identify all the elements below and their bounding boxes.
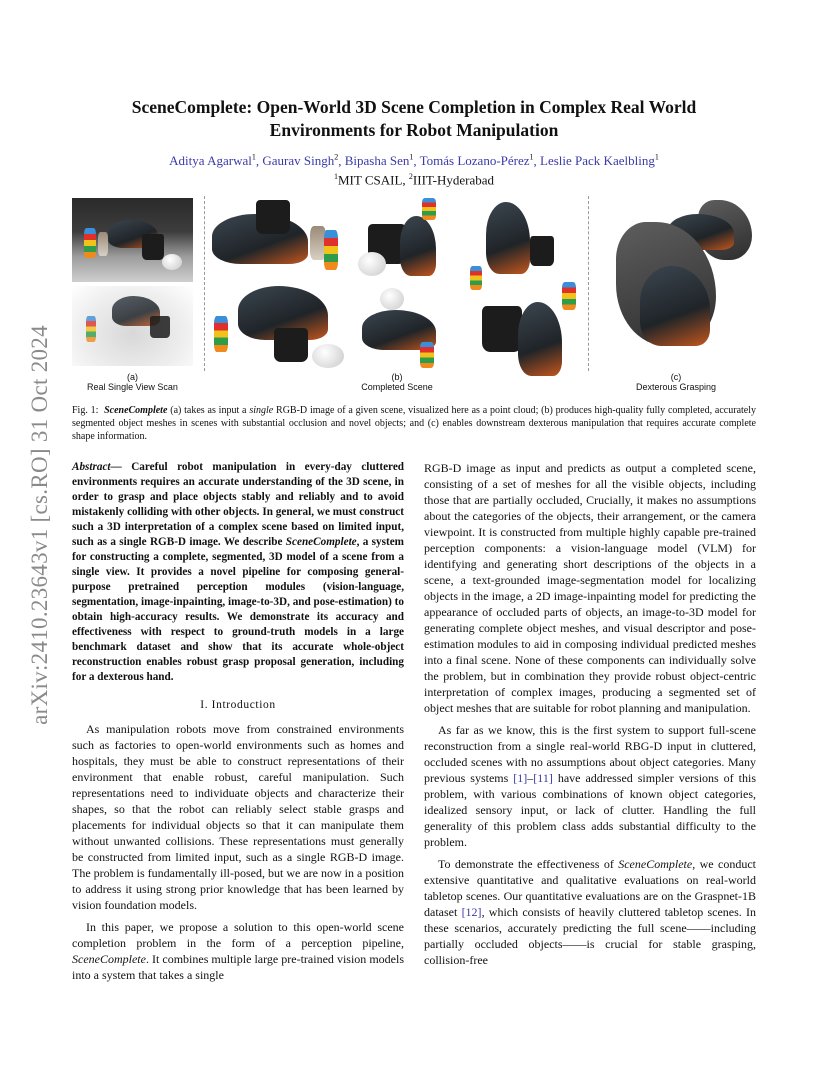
ball-object — [312, 344, 344, 368]
author-link[interactable]: Gaurav Singh$^2$ — [262, 153, 339, 169]
ball-object — [380, 288, 404, 310]
completed-scene-image — [212, 196, 582, 371]
point-cloud-image — [72, 286, 193, 366]
panel-divider — [204, 196, 205, 371]
shoe-object — [400, 216, 436, 276]
stacking-toy — [86, 316, 96, 342]
intro-paragraph: As far as we know, this is the first system to support full-scene reconstruction from a single real-world RBG-D input in cluttered, occluded scenes with no assumptions about object categories. Many previous systems [1]–[11] have addressed simpler versions of this problem, with various combinations of known object categories, idealized sensory input, or lack of clutter. Handling the full generality of this problem class adds substantial difficulty to the problem. — [424, 723, 756, 849]
affiliations: $^1$MIT CSAIL, $^2$IIIT-Hyderabad — [334, 172, 494, 188]
mug-object — [150, 316, 170, 338]
figure-1 — [72, 196, 756, 398]
panel-c-caption: (c) Dexterous Grasping — [635, 372, 717, 392]
stacking-toy — [214, 316, 228, 352]
stacking-toy — [562, 282, 576, 310]
section-heading: I. Introduction — [200, 699, 276, 711]
left-column — [72, 460, 404, 989]
stacking-toy — [470, 266, 482, 290]
author-list: Aditya Agarwal$^1$, Gaurav Singh$^2$, Bipasha Sen$^1$, Tomás Lozano-Pérez$^1$, Leslie Pack Kaelbling$^1$ — [169, 153, 659, 169]
stacking-toy — [324, 230, 338, 270]
panel-divider — [588, 196, 589, 371]
rgb-scan-image — [72, 198, 193, 282]
panel-b-caption: (b) Completed Scene — [361, 372, 433, 392]
stacking-toy — [420, 342, 434, 368]
author-link[interactable]: Bipasha Sen$^1$ — [344, 153, 414, 169]
author-link[interactable]: Leslie Pack Kaelbling$^1$ — [540, 153, 659, 169]
stacking-toy — [422, 198, 436, 220]
mug-object — [274, 328, 308, 362]
arxiv-identifier — [20, 290, 60, 760]
figure-caption: Fig. 1: SceneComplete (a) takes as input a single RGB-D image of a given scene, visualized here as a point cloud; (b) produces high-quality fully completed, accurately segmented object meshes in scenes with substantial occlusion and novel objects; and (c) enables downstream dexterous manipulation that requires accurate complete shape information. — [72, 405, 757, 442]
mug-object — [256, 200, 290, 234]
stacking-toy — [84, 228, 96, 258]
intro-paragraph: To demonstrate the effectiveness of SceneComplete, we conduct extensive quantitative and qualitative evaluations on real-world tabletop scenes. Our quantitative evaluations are on the Graspnet-1B dataset [12], which consists of heavily cluttered tabletop scenes. In these scenarios, accurately predicting the full scene——including partially occluded objects——is crucial for stable grasping, collision-free — [424, 857, 757, 967]
panel-a-caption: (a) Real Single View Scan — [87, 372, 178, 392]
mug-object — [530, 236, 554, 266]
citation-link[interactable]: [1] — [513, 771, 528, 785]
shoe-object — [518, 302, 562, 376]
citation-link[interactable]: [11] — [533, 771, 553, 785]
jar-object — [98, 232, 108, 256]
citation-link[interactable]: [12] — [461, 905, 482, 919]
arxiv-identifier-text: arXiv:2410.23643v1 [cs.RO] 31 Oct 2024 — [27, 325, 53, 725]
right-column — [424, 460, 756, 974]
shoe-object — [486, 202, 530, 274]
mug-object — [482, 306, 522, 352]
dexterous-grasp-image — [596, 196, 756, 371]
intro-paragraph: RGB-D image as input and predicts as output a completed scene, consisting of a set of meshes for all the visible objects, including those that are partially occluded, Crucially, it makes no assumptions about the categories of the objects, their arrangement, or the camera viewpoint. It is constructed from multiple highly capable pre-trained perception components: a vision-language model (VLM) for identifying and generating short descriptions of the objects in a scene, a text-grounded image-segmentation model for localizing objects in the image, a 2D image-inpainting model for predicting the appearance of occluded parts of objects, an image-to-3D model for generating complete object meshes, and visual descriptor and pose-estimation modules to aid in composing individual predicted meshes into a final scene. None of these components can individually solve the problem, but in combination they provide robust object-centric interpretation of complex images, producing a segmented set of object meshes that are suitable for robot planning and manipulation. — [424, 461, 756, 715]
author-link[interactable]: Tomás Lozano-Pérez$^1$ — [419, 153, 534, 169]
author-link[interactable]: Aditya Agarwal$^1$ — [169, 153, 256, 169]
abstract: Abstract— Careful robot manipulation in every-day cluttered environments requires an accurate understanding of the 3D scene, in order to grasp and place objects stably and reliably and to avoid mistakenly colliding with other objects. In general, we must construct such a 3D interpretation of a complex scene based on limited input, such as a single RGB-D image. We describe SceneComplete, a system for constructing a complete, segmented, 3D model of a scene from a single view. It provides a novel pipeline for composing general-purpose pretrained perception modules (vision-language, segmentation, image-inpainting, image-to-3D, and pose-estimation) to obtain high-accuracy results. We demonstrate its accuracy and effectiveness with respect to ground-truth models in a large benchmark dataset and show that its accurate whole-object reconstruction enables robust grasp proposal generation, including for a dexterous hand. — [72, 461, 405, 683]
intro-paragraph: As manipulation robots move from constrained environments such as factories to open-world environments such as homes and hospitals, they must be able to construct representations of their environment that enable robust, careful manipulation. Such representations need to individuate objects and characterize their shapes, so that the robot can reliably select stable grasps and placements for individual objects so that it can manipulate them without unwanted collisions. These representations must generally be constructed from limited input, such as a single RGB-D image. The problem is fundamentally ill-posed, but we are now in a position to address it using strong prior knowledge that has been learned by vision foundation models. — [72, 722, 404, 912]
intro-paragraph: In this paper, we propose a solution to this open-world scene completion problem in the form of a perception pipeline, SceneComplete. It combines multiple large pre-trained vision models into a system that takes a single — [72, 920, 404, 982]
ball-object — [162, 254, 182, 270]
paper-title: SceneComplete: Open-World 3D Scene Completion in Complex Real World Environments for Robot Manipulation — [131, 97, 697, 140]
mug-object — [142, 234, 164, 260]
ball-object — [358, 252, 386, 276]
